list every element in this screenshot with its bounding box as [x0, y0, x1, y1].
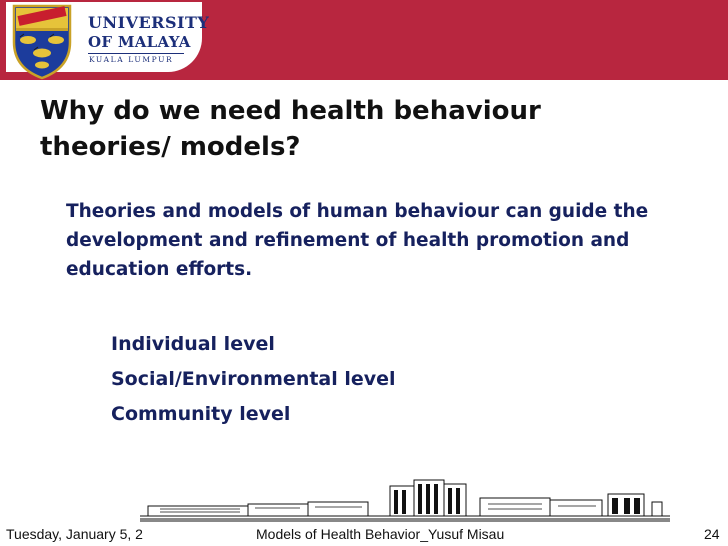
- level-item-community: Community level: [111, 403, 291, 425]
- level-item-individual: Individual level: [111, 333, 275, 355]
- slide-title: Why do we need health behaviour theories/ models?: [40, 96, 541, 162]
- campus-skyline-icon: [140, 478, 670, 522]
- slide-number: 24: [704, 526, 720, 542]
- levels-list: [111, 327, 396, 432]
- footer-title: Models of Health Behavior_Yusuf Misau: [256, 526, 505, 542]
- level-item-social-environmental: Social/Environmental level: [111, 368, 396, 390]
- logo-divider: [88, 53, 184, 54]
- university-name-line2: OF MALAYA: [88, 33, 191, 51]
- university-logo: [6, 2, 210, 72]
- slide-body-text: Theories and models of human behaviour can guide the development and refinement of health promotion and education efforts.: [66, 201, 649, 280]
- footer-date: Tuesday, January 5, 2: [6, 526, 143, 542]
- university-crest-icon: [10, 2, 74, 80]
- university-location: KUALA LUMPUR: [89, 55, 174, 64]
- university-name-line1: UNIVERSITY: [88, 13, 210, 32]
